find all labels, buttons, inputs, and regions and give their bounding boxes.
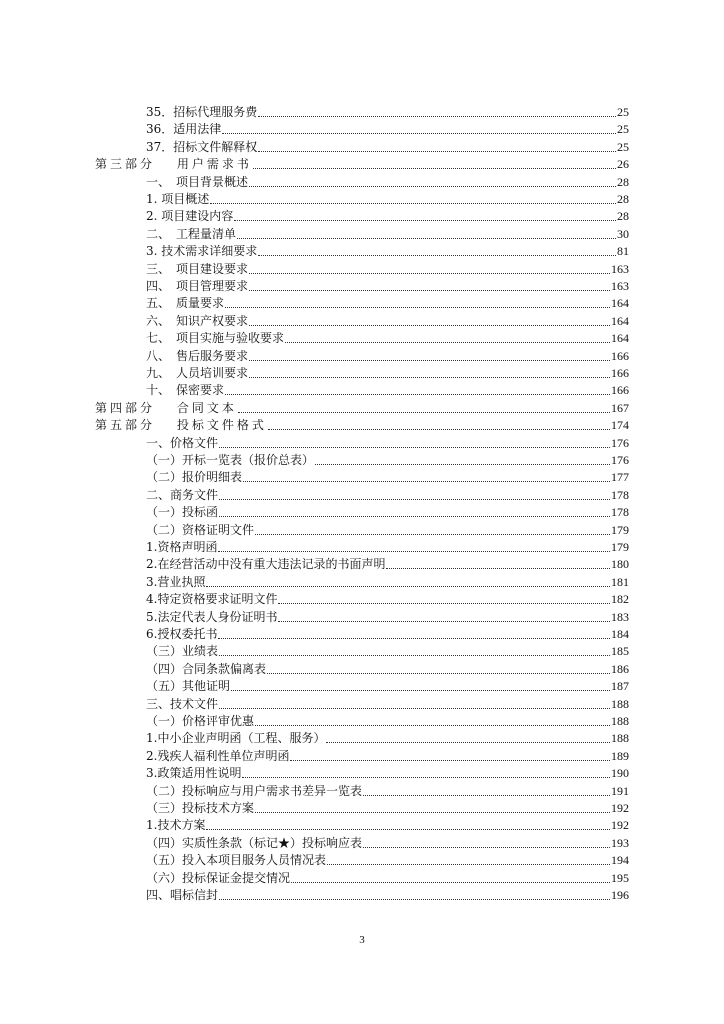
dot-leader: [206, 585, 610, 587]
toc-entry-page: 180: [611, 557, 629, 572]
toc-entry-title: 一、价格文件: [146, 435, 219, 450]
toc-entry[interactable]: [146, 870, 629, 887]
toc-entry-page: 178: [611, 487, 629, 502]
toc-entry-title: （一）价格评审优惠: [146, 714, 255, 728]
dot-leader: [222, 132, 616, 134]
toc-entry[interactable]: [146, 487, 629, 504]
dot-leader: [249, 376, 610, 378]
toc-entry-title: 3. 技术需求详细要求: [146, 244, 258, 259]
dot-leader: [258, 254, 616, 256]
toc-entry-title: 四、 项目管理要求: [146, 279, 249, 293]
toc-entry-page: 176: [611, 435, 629, 450]
toc-entry-page: 190: [611, 766, 629, 781]
toc-entry[interactable]: [146, 748, 629, 765]
dot-leader: [255, 811, 610, 813]
toc-entry-title: （二）资格证明文件: [146, 522, 255, 537]
toc-entry[interactable]: [146, 609, 629, 626]
toc-entry[interactable]: [146, 191, 629, 208]
toc-entry-page: 25: [617, 122, 629, 137]
toc-entry-page: 194: [611, 853, 629, 868]
toc-entry[interactable]: [146, 696, 629, 713]
toc-entry-page: 188: [611, 731, 629, 746]
dot-leader: [363, 794, 610, 796]
toc-entry[interactable]: [146, 626, 629, 643]
toc-entry-title: 一、 项目背景概述: [146, 174, 249, 189]
dot-leader: [219, 446, 610, 448]
toc-entry-title: 36．适用法律: [146, 122, 222, 137]
dot-leader: [210, 202, 616, 204]
dot-leader: [258, 115, 616, 117]
toc-entry-page: 192: [611, 818, 629, 833]
toc-entry-page: 195: [611, 870, 629, 885]
dot-leader: [219, 654, 610, 656]
dot-leader: [218, 550, 610, 552]
toc-entry-page: 196: [611, 888, 629, 902]
toc-entry-title: 十、 保密要求: [146, 383, 225, 398]
dot-leader: [231, 689, 610, 691]
dot-leader: [267, 672, 610, 674]
dot-leader: [249, 185, 616, 187]
toc-entry[interactable]: [146, 452, 629, 469]
toc-entry-page: 163: [611, 279, 629, 293]
toc-entry-title: 三、 项目建设要求: [146, 261, 249, 276]
toc-entry[interactable]: [146, 817, 629, 834]
dot-leader: [225, 393, 610, 395]
toc-entry[interactable]: [146, 852, 629, 869]
toc-entry[interactable]: [146, 730, 629, 747]
toc-entry-title: （五）投入本项目服务人员情况表: [146, 853, 327, 868]
toc-entry[interactable]: [146, 365, 629, 382]
toc-entry-page: 174: [611, 418, 629, 433]
toc-entry[interactable]: [146, 382, 629, 399]
toc-entry-page: 177: [611, 470, 629, 485]
toc-entry-page: 25: [617, 139, 629, 154]
dot-leader: [291, 881, 610, 883]
toc-entry[interactable]: [146, 643, 629, 660]
toc-entry-page: 28: [617, 192, 629, 206]
toc-entry-page: 164: [611, 313, 629, 328]
toc-entry-page: 188: [611, 714, 629, 728]
dot-leader: [253, 167, 616, 169]
toc-entry-title: （六）投标保证金提交情况: [146, 870, 291, 885]
toc-entry[interactable]: [146, 713, 629, 730]
dot-leader: [234, 219, 616, 221]
toc-entry[interactable]: [146, 783, 629, 800]
toc-entry-title: （四）合同条款偏离表: [146, 661, 267, 676]
toc-entry-title: 2.残疾人福利性单位声明函: [146, 748, 290, 763]
toc-entry-page: 176: [611, 453, 629, 467]
toc-entry-title: 4.特定资格要求证明文件: [146, 592, 278, 607]
toc-entry-page: 188: [611, 696, 629, 711]
toc-entry-title: 五、 质量要求: [146, 296, 225, 311]
toc-entry-title: 5.法定代表人身份证明书: [146, 609, 278, 624]
toc-entry-title: （三）业绩表: [146, 644, 219, 659]
toc-entry[interactable]: [146, 313, 629, 330]
toc-entry-title: 二、商务文件: [146, 487, 219, 502]
toc-entry-page: 26: [617, 157, 629, 172]
toc-entry-title: 七、 项目实施与验收要求: [146, 331, 285, 346]
toc-entry-title: 九、 人员培训要求: [146, 366, 249, 380]
toc-entry-page: 186: [611, 661, 629, 676]
toc-entry-title: 1.中小企业声明函（工程、服务）: [146, 731, 326, 746]
toc-entry-title: （一）投标函: [146, 505, 219, 520]
toc-entry[interactable]: [146, 104, 629, 121]
toc-entry[interactable]: [146, 765, 629, 782]
dot-leader: [243, 480, 610, 482]
toc-entry-page: 28: [617, 209, 629, 224]
toc-entry-page: 189: [611, 748, 629, 763]
toc-entry-title: 2. 项目建设内容: [146, 209, 234, 224]
toc-entry-page: 179: [611, 522, 629, 537]
dot-leader: [315, 463, 610, 465]
toc-entry[interactable]: [95, 400, 629, 417]
toc-entry[interactable]: [146, 661, 629, 678]
toc-entry[interactable]: [146, 522, 629, 539]
toc-entry[interactable]: [146, 174, 629, 191]
toc-entry-title: （二）报价明细表: [146, 470, 243, 485]
toc-entry[interactable]: [146, 226, 629, 243]
toc-entry-page: 163: [611, 261, 629, 276]
toc-entry[interactable]: [146, 800, 629, 817]
toc-entry-page: 167: [611, 400, 629, 415]
dot-leader: [206, 828, 610, 830]
toc-entry[interactable]: [146, 295, 629, 312]
toc-entry[interactable]: [146, 556, 629, 573]
toc-entry-title: 3.政策适用性说明: [146, 766, 242, 781]
toc-entry-page: 187: [611, 679, 629, 694]
toc-entry[interactable]: [146, 435, 629, 452]
toc-entry[interactable]: [146, 348, 629, 365]
toc-entry[interactable]: [146, 330, 629, 347]
toc-entry-title: （四）实质性条款（标记★）投标响应表: [146, 835, 363, 850]
toc-entry-title: （三）投标技术方案: [146, 801, 255, 815]
toc-entry-title: 八、 售后服务要求: [146, 348, 249, 363]
toc-entry-title: 35．招标代理服务费: [146, 105, 258, 119]
toc-entry[interactable]: [146, 139, 629, 156]
toc-entry-page: 179: [611, 540, 629, 554]
toc-entry[interactable]: [146, 243, 629, 260]
toc-entry[interactable]: [146, 887, 629, 904]
dot-leader: [238, 411, 610, 413]
toc-entry-page: 183: [611, 609, 629, 624]
toc-entry[interactable]: [146, 504, 629, 521]
toc-entry[interactable]: [146, 574, 629, 591]
toc-entry[interactable]: [146, 835, 629, 852]
toc-entry[interactable]: [146, 539, 629, 556]
toc-entry-page: 184: [611, 627, 629, 641]
toc-entry-page: 191: [611, 783, 629, 798]
toc-entry[interactable]: [95, 156, 629, 173]
toc-entry-title: 第三部分 用户需求书: [95, 157, 252, 172]
dot-leader: [285, 341, 610, 343]
toc-entry-page: 81: [617, 244, 629, 259]
dot-leader: [219, 898, 610, 900]
toc-entry-title: 1. 项目概述: [146, 192, 210, 206]
dot-leader: [278, 620, 610, 622]
toc-entry-title: 二、 工程量清单: [146, 226, 237, 241]
dot-leader: [219, 707, 610, 709]
dot-leader: [290, 759, 610, 761]
dot-leader: [327, 863, 610, 865]
toc-entry-page: 166: [611, 348, 629, 363]
dot-leader: [219, 515, 610, 517]
page-number: 3: [359, 934, 365, 946]
toc-entry-page: 193: [611, 835, 629, 850]
toc-entry-title: 第五部分 投标文件格式: [95, 418, 267, 433]
toc-entry-title: 6.授权委托书: [146, 627, 218, 641]
toc-entry-title: （五）其他证明: [146, 679, 231, 694]
toc-entry-title: 3.营业执照: [146, 574, 206, 589]
toc-entry[interactable]: [146, 121, 629, 138]
toc-entry[interactable]: [95, 417, 629, 434]
dot-leader: [386, 567, 610, 569]
toc-entry-title: （二）投标响应与用户需求书差异一览表: [146, 783, 363, 798]
toc-entry-title: 1.资格声明函: [146, 540, 218, 554]
dot-leader: [255, 724, 610, 726]
toc-entry-page: 182: [611, 592, 629, 607]
toc-entry-page: 192: [611, 801, 629, 815]
toc-entry-title: 三、技术文件: [146, 696, 219, 711]
dot-leader: [249, 359, 610, 361]
toc-entry-title: 1.技术方案: [146, 818, 206, 833]
dot-leader: [249, 289, 610, 291]
toc-entry-page: 164: [611, 296, 629, 311]
dot-leader: [258, 150, 616, 152]
toc-entry-title: 2.在经营活动中没有重大违法记录的书面声明: [146, 557, 386, 572]
dot-leader: [268, 428, 610, 430]
toc-entry-page: 30: [617, 226, 629, 241]
dot-leader: [278, 602, 610, 604]
toc-entry[interactable]: [146, 591, 629, 608]
toc-entry[interactable]: [146, 678, 629, 695]
toc-entry-title: 四、唱标信封: [146, 888, 219, 902]
toc-entry-title: 37．招标文件解释权: [146, 139, 258, 154]
toc-entry-page: 25: [617, 105, 629, 119]
toc-entry[interactable]: [146, 261, 629, 278]
toc-entry[interactable]: [146, 208, 629, 225]
toc-entry-page: 164: [611, 331, 629, 346]
dot-leader: [225, 306, 610, 308]
dot-leader: [249, 272, 610, 274]
dot-leader: [326, 741, 610, 743]
dot-leader: [218, 637, 610, 639]
toc-entry-title: （一）开标一览表（报价总表）: [146, 453, 315, 467]
dot-leader: [242, 776, 610, 778]
dot-leader: [219, 498, 610, 500]
toc-entry-page: 166: [611, 383, 629, 398]
dot-leader: [237, 237, 616, 239]
toc-entry-title: 第四部分 合同文本: [95, 400, 237, 415]
toc-entry-page: 166: [611, 366, 629, 380]
toc-entry-page: 178: [611, 505, 629, 520]
toc-entry-title: 六、 知识产权要求: [146, 313, 249, 328]
dot-leader: [255, 533, 610, 535]
toc-entry-page: 181: [611, 574, 629, 589]
dot-leader: [249, 324, 610, 326]
toc-entry[interactable]: [146, 278, 629, 295]
toc-entry-page: 28: [617, 174, 629, 189]
toc-entry[interactable]: [146, 469, 629, 486]
toc-entry-page: 185: [611, 644, 629, 659]
dot-leader: [363, 846, 610, 848]
